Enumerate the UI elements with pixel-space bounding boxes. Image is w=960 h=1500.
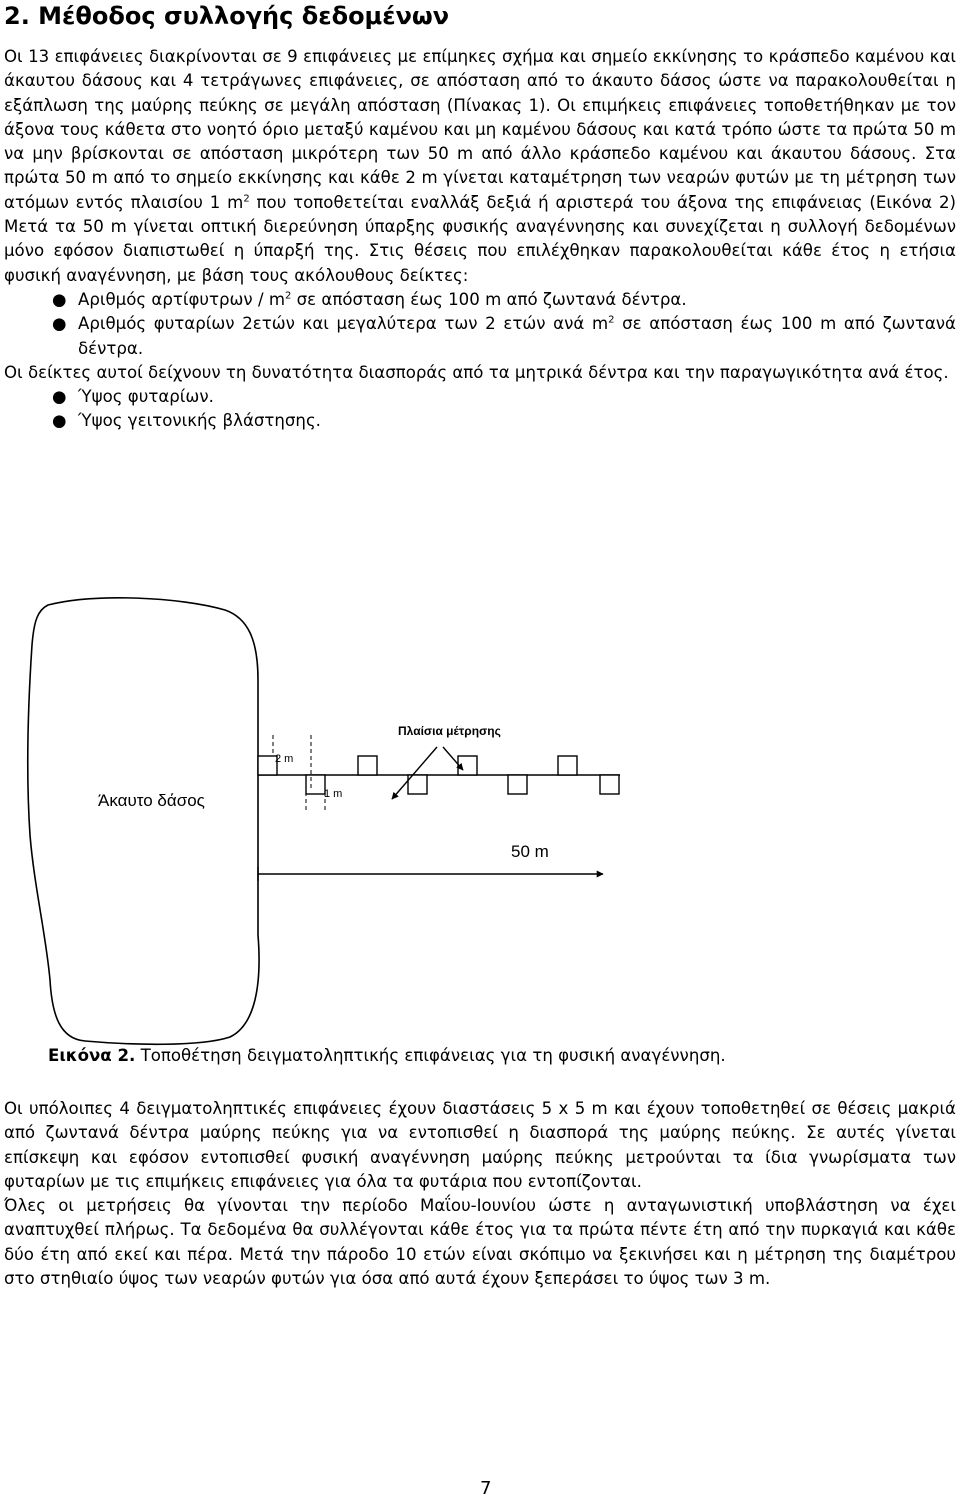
height-list bbox=[4, 385, 956, 434]
sampling-frame bbox=[508, 775, 527, 794]
bullet-icon: ● bbox=[52, 411, 67, 431]
sampling-frame bbox=[358, 756, 377, 775]
figure-caption: Εικόνα 2. Τοποθέτηση δειγματοληπτικής επιφάνειας για τη φυσική αναγέννηση. bbox=[48, 1046, 726, 1065]
section-heading: 2. Μέθοδος συλλογής δεδομένων bbox=[4, 2, 450, 30]
page-number: 7 bbox=[480, 1478, 492, 1499]
sampling-frame bbox=[558, 756, 577, 775]
paragraph-square-plots: Οι υπόλοιπες 4 δειγματοληπτικές επιφάνειες έχουν διαστάσεις 5 x 5 m και έχουν τοποθετηθεί σε θέσεις μακριά από ζωντανά δέντρα μαύρης πεύκης για να εντοπισθεί η διασπορά της μαύρης πεύκης. Σε αυτές γίνεται επίσκεψη και εφόσον εντοπισθεί φυσική αναγέννηση μαύρης πεύκης μετρούνται τα ίδια γνωρίσματα των φυταρίων με τις επιμήκεις επιφάνειες για όλα τα φυτάρια που εντοπίζονται. bbox=[4, 1099, 956, 1191]
paragraph-methods: Οι 13 επιφάνειες διακρίνονται σε 9 επιφάνειες με επίμηκες σχήμα και σημείο εκκίνησης το κράσπεδο καμένου και άκαυτου δάσους και 4 τετράγωνες επιφάνειες, σε απόσταση από το άκαυτο δάσος ώστε να παρακολουθείται η εξάπλωση της μαύρης πεύκης σε μεγάλη απόσταση (Πίνακας 1). Οι επιμήκεις επιφάνειες τοποθετήθηκαν με τον άξονα τους κάθετα στο νοητό όριο μεταξύ καμένου και μη καμένου δάσους και κατά τρόπο ώστε τα πρώτα 50 m να μην βρίσκονται σε απόσταση μικρότερη των 50 m από άλλο κράσπεδο καμένου και άκαυτου δάσους. Στα πρώτα 50 m από το σημείο εκκίνησης και κάθε 2 m γίνεται καταμέτρηση των νεαρών φυτών με τη μέτρηση των ατόμων εντός πλαισίου 1 $m^2$ που τοποθετείται εναλλάξ δεξιά ή αριστερά του άξονα της επιφάνειας (Εικόνα 2) Μετά τα 50 m γίνεται οπτική διερεύνηση ύπαρξης φυσικής αναγέννησης και συνεχίζεται η συλλογή δεδομένων μόνο εφόσον διαπιστωθεί η ύπαρξή της. Στις θέσεις που επιλέχθηκαν παρακολουθείται κάθε έτος η ετήσια φυσική αναγέννηση, με βάση τους ακόλουθους δείκτες: bbox=[4, 47, 957, 285]
frame-size-label: 1 m bbox=[324, 788, 343, 800]
forest-label: Άκαυτο δάσος bbox=[98, 791, 205, 810]
sampling-frame bbox=[600, 775, 619, 794]
body-text-bottom bbox=[4, 1097, 956, 1291]
sampling-plot-figure bbox=[0, 585, 960, 1055]
indicator-list bbox=[4, 288, 956, 361]
sampling-frame bbox=[458, 756, 477, 775]
body-text-top bbox=[4, 45, 956, 434]
spacing-label: 2 m bbox=[275, 753, 294, 765]
sampling-frame bbox=[306, 775, 325, 794]
paragraph-indicators: Οι δείκτες αυτοί δείχνουν τη δυνατότητα διασποράς από τα μητρικά δέντρα και την παραγωγικότητα ανά έτος. bbox=[4, 362, 949, 382]
frames-label: Πλαίσια μέτρησης bbox=[398, 724, 501, 738]
unburned-forest-shape bbox=[28, 598, 259, 1044]
bullet-icon: ● bbox=[52, 289, 67, 309]
bullet-icon: ● bbox=[52, 314, 67, 334]
length-label: 50 m bbox=[511, 842, 549, 861]
list-item: ● Αριθμός αρτίφυτρων / $m^2$ σε απόσταση έως 100 m από ζωντανά δέντρα. bbox=[4, 288, 956, 312]
list-item: ● Ύψος φυταρίων. bbox=[4, 385, 956, 409]
list-item: ● Ύψος γειτονικής βλάστησης. bbox=[4, 409, 956, 433]
list-item: ● Αριθμός φυταρίων 2ετών και μεγαλύτερα των 2 ετών ανά $m^2$ σε απόσταση έως 100 m από ζωντανά δέντρα. bbox=[52, 314, 956, 358]
paragraph-timing: Όλες οι μετρήσεις θα γίνονται την περίοδο Μαΐου-Ιουνίου ώστε η ανταγωνιστική υποβλάστηση να έχει αναπτυχθεί πλήρως. Τα δεδομένα θα συλλέγονται κάθε έτος για τα πρώτα πέντε έτη από την πυρκαγιά και κάθε δύο έτη από εκεί και πέρα. Μετά την πάροδο 10 ετών είναι σκόπιμο να ξεκινήσει και η μέτρηση της διαμέτρου στο στηθιαίο ύψος των νεαρών φυτών για όσα από αυτά έχουν ξεπεράσει το ύψος των 3 m. bbox=[4, 1196, 956, 1289]
bullet-icon: ● bbox=[52, 387, 67, 407]
